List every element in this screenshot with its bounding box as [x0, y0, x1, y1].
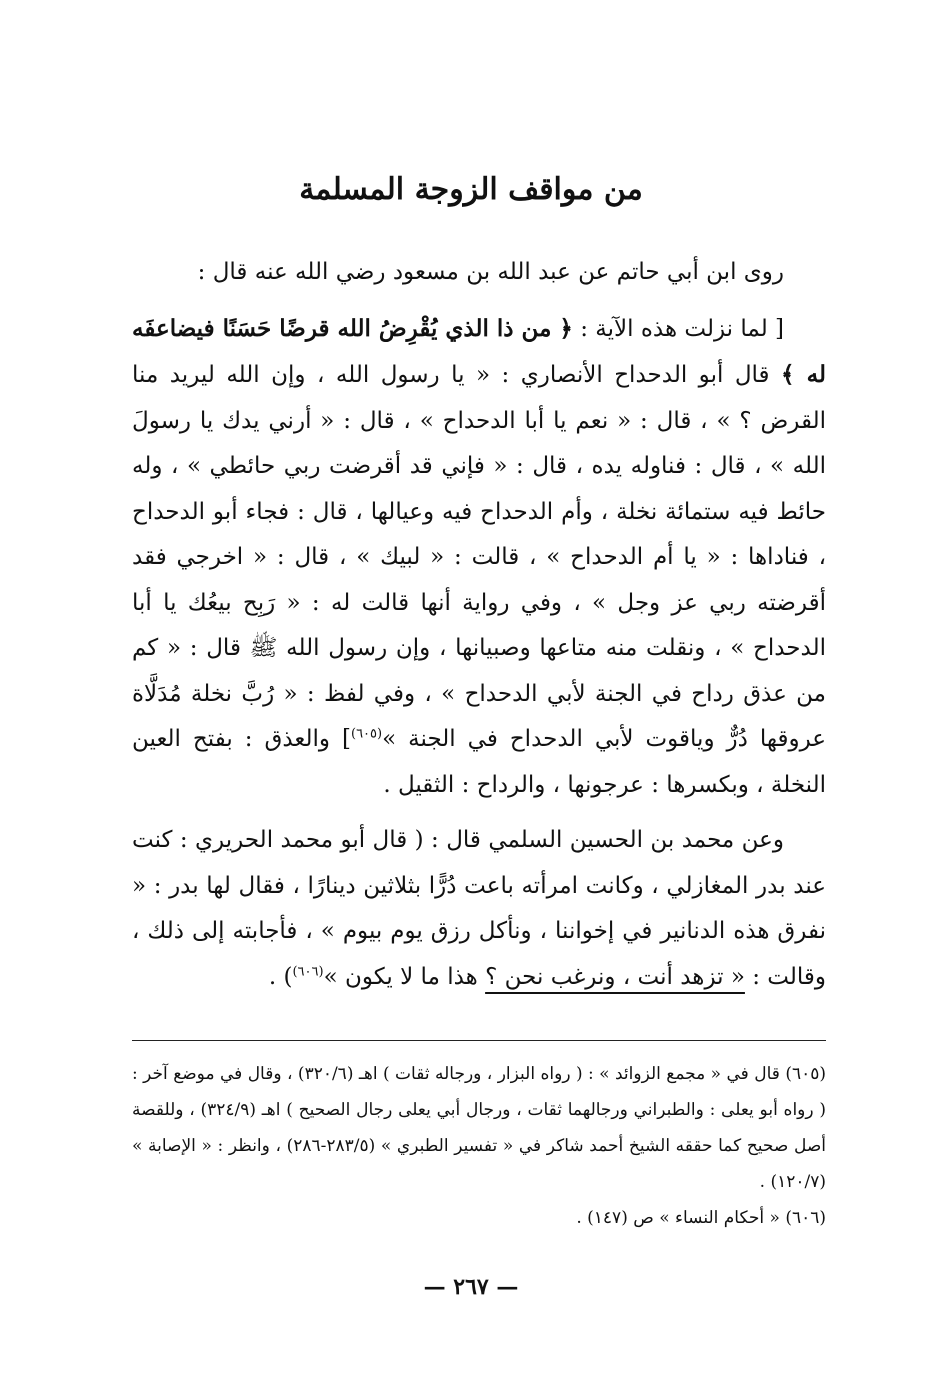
story-paragraph-2 — [132, 818, 826, 1000]
footnote-number: (٦٠٥) — [785, 1064, 827, 1084]
story-paragraph-1 — [132, 306, 826, 809]
page-number: — ٢٦٧ — — [423, 1274, 519, 1300]
para2-underlined-quote: « تزهد أنت ، ونرغب نحن ؟ — [485, 963, 745, 990]
footnote-text: « أحكام النساء » ص (١٤٧) . — [576, 1208, 780, 1228]
footnotes — [132, 1056, 826, 1236]
footnote-text: قال في « مجمع الزوائد » : ( رواه البزار ، ورجاله ثقات ) اهـ (٣٢٠/٦) ، وقال في موضع آخر : ( رواه أبو يعلى : والطبراني ورجالهما ثقات ، ورجال أبي يعلى رجال الصحيح ) اهـ (٣٢٤/٩) ، وللقصة أصل صحيح كما حققه الشيخ أحمد شاكر في « تفسير الطبري » (٢٨٣/٥-٢٨٦) ، وانظر : « الإصابة » (١٢٠/٧) . — [132, 1064, 826, 1192]
para1-gloss: والعذق : بفتح العين النخلة ، وبكسرها : عرجونها ، والرداح : الثقيل . — [132, 726, 826, 798]
footnote-605 — [132, 1056, 826, 1200]
footnote-separator — [132, 1040, 826, 1041]
intro-paragraph: روى ابن أبي حاتم عن عبد الله بن مسعود رضي الله عنه قال : — [197, 259, 784, 285]
para2-close: ) . — [268, 963, 293, 990]
footnote-number: (٦٠٦) — [785, 1208, 826, 1228]
footnote-ref-605[interactable]: (٦٠٥) — [351, 726, 383, 742]
para1-lead: [ لما نزلت هذه الآية : — [580, 315, 784, 342]
footnote-ref-606[interactable]: (٦٠٦) — [292, 963, 324, 979]
para1-close-bracket: ] — [342, 726, 351, 752]
footnote-606 — [132, 1200, 826, 1236]
para2-quote-end: هذا ما لا يكون » — [323, 963, 478, 990]
para1-body: قال أبو الدحداح الأنصاري : « يا رسول الله ، وإن الله ليريد منا القرض ؟ » ، قال : « نعم يا أبا الدحداح » ، قال : « أرني يدك يا رسولَ الله » ، قال : فناوله يده ، قال : « فإني قد أقرضت ربي حائطي » ، وله حائط فيه ستمائة نخلة ، وأم الدحداح فيه وعيالها ، قال : فجاء أبو الدحداح ، فناداها : « يا أم الدحداح » ، قالت : « لبيك » ، قال : « اخرجي فقد أقرضته ربي عز وجل » ، وفي رواية أنها قالت له : « رَبِح بيعُك يا أبا الدحداح » ، ونقلت منه متاعها وصبيانها ، وإن رسول الله ﷺ قال : « كم من عذق رداح في الجنة لأبي الدحداح » ، وفي لفظ : « رُبَّ نخلة مُدَلَّاة عروقها دُرٌّ وياقوت لأبي الدحداح في الجنة » — [132, 362, 827, 752]
page-title: من مواقف الزوجة المسلمة — [299, 172, 643, 207]
quran-verse: ﴿ من ذا الذي يُقْرِضُ الله قرضًا حَسَنًا فيضاعفَه له ﴾ — [132, 314, 827, 388]
main-text — [132, 250, 826, 1000]
para2-body: وعن محمد بن الحسين السلمي قال : ( قال أبو محمد الحريري : كنت عند بدر المغازلي ، وكانت امرأته باعت دُرًّا بثلاثين دينارًا ، فقال لها بدر : « نفرق هذه الدنانير في إخواننا ، ونأكل رزق يوم بيوم » ، فأجابته إلى ذلك ، وقالت : — [132, 827, 826, 990]
